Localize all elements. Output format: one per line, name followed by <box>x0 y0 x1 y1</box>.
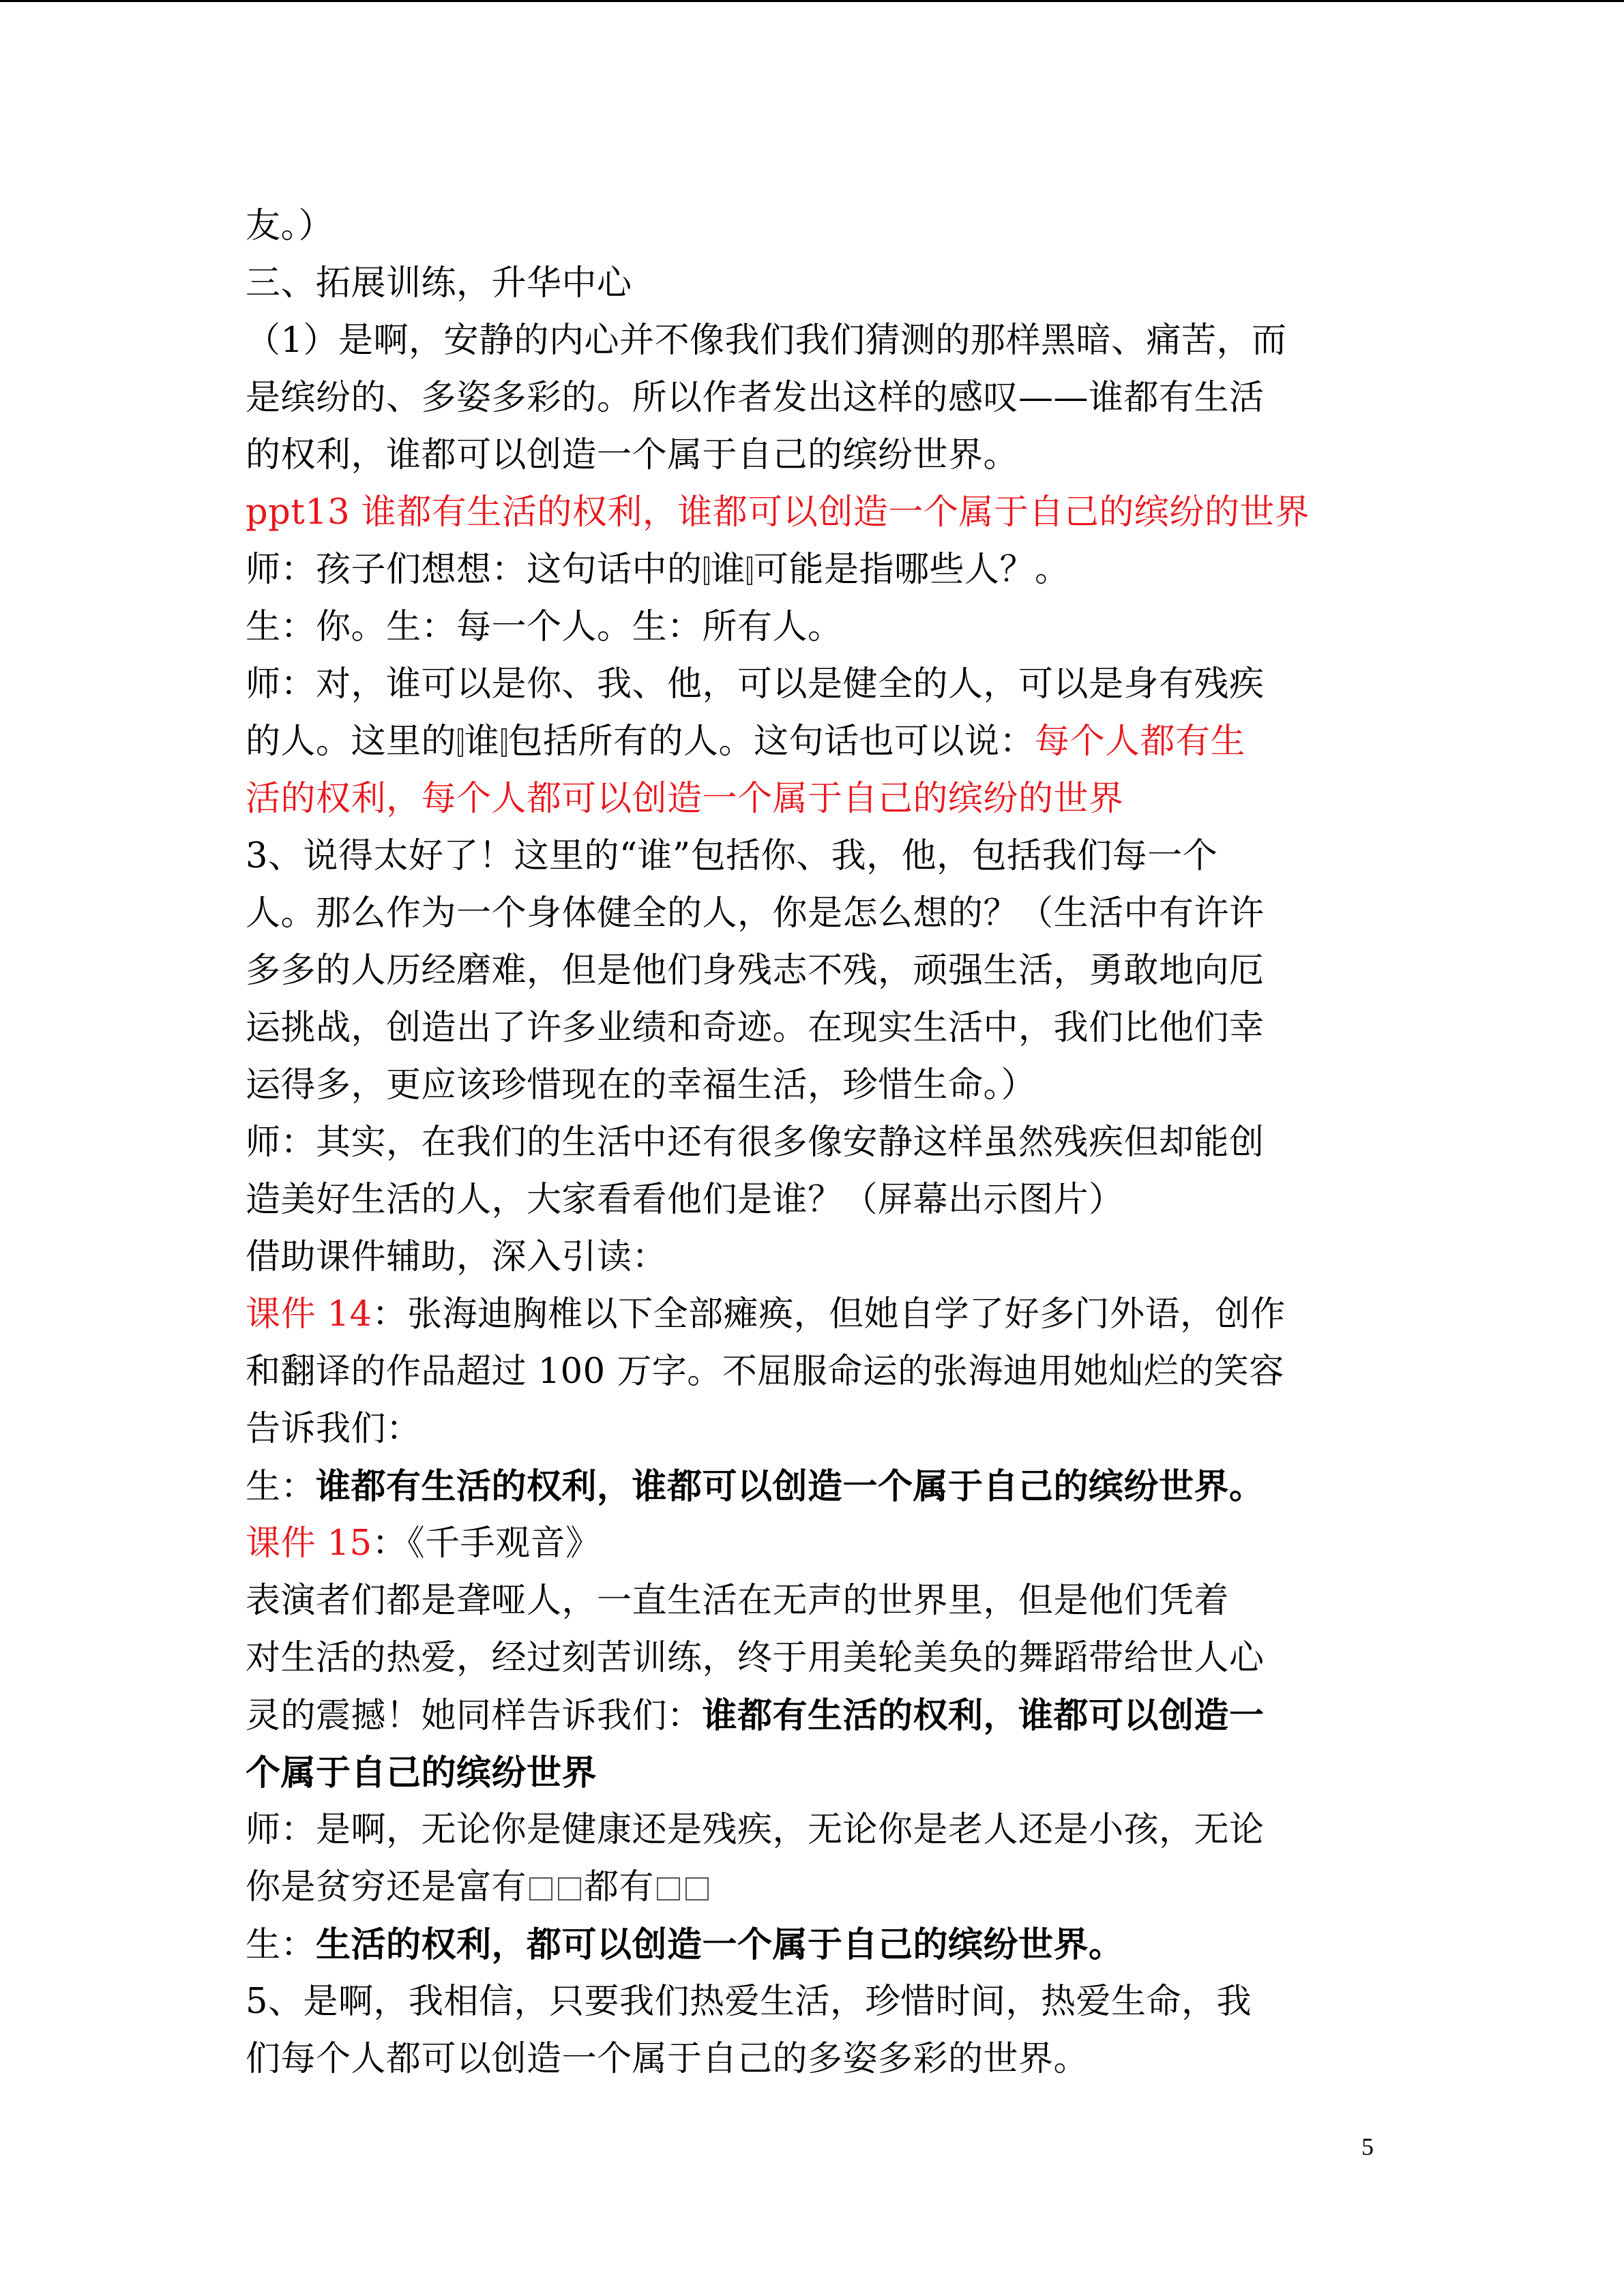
text-line <box>246 1572 1378 1630</box>
text-segment: 3、说得太好了！这里的“谁”包括你、我，他，包括我们每一个 <box>246 836 1218 876</box>
text-segment: 的权利，谁都可以创造一个属于自己的缤纷世界。 <box>246 435 1019 475</box>
text-line <box>246 1286 1378 1343</box>
text-segment: 师：其实，在我们的生活中还有很多像安静这样虽然残疾但却能创 <box>246 1122 1265 1163</box>
text-segment: 运得多，更应该珍惜现在的幸福生活，珍惜生命。） <box>246 1065 1037 1105</box>
text-line <box>246 1515 1378 1572</box>
missing-glyph-box <box>458 728 463 757</box>
text-segment: 你是贫穷还是富有 <box>246 1867 527 1907</box>
text-line <box>246 771 1378 828</box>
missing-glyph-box <box>685 1877 709 1900</box>
document-body <box>246 198 1378 2088</box>
text-line <box>246 1973 1378 2031</box>
text-segment: 包括所有的人。这句话也可以说： <box>507 721 1035 762</box>
text-line <box>246 198 1378 255</box>
page-number: 5 <box>1361 2133 1374 2160</box>
missing-glyph-box <box>704 556 709 585</box>
text-segment: ：张海迪胸椎以下全部瘫痪，但她自学了好多门外语，创作 <box>372 1294 1286 1335</box>
text-line <box>246 713 1378 771</box>
page-top-border <box>0 0 1624 2</box>
text-line <box>246 828 1378 885</box>
text-segment: （1）是啊，安静的内心并不像我们我们猜测的那样黑暗、痛苦，而 <box>246 320 1287 361</box>
text-line <box>246 1057 1378 1114</box>
text-segment: 师：孩子们想想：这句话中的 <box>246 550 703 590</box>
text-segment: 多多的人历经磨难，但是他们身残志不残，顽强生活，勇敢地向厄 <box>246 951 1265 991</box>
text-segment: 人。那么作为一个身体健全的人，你是怎么想的？（生活中有许许 <box>246 893 1265 934</box>
missing-glyph-box <box>747 556 752 585</box>
text-line <box>246 1802 1378 1859</box>
text-line <box>246 1343 1378 1401</box>
text-line <box>246 656 1378 713</box>
text-line <box>246 942 1378 1000</box>
text-segment: 运挑战，创造出了许多业绩和奇迹。在现实生活中，我们比他们幸 <box>246 1008 1265 1048</box>
missing-glyph-box <box>501 728 507 757</box>
text-line <box>246 1000 1378 1057</box>
text-line <box>246 427 1378 484</box>
text-segment: 对生活的热爱，经过刻苦训练，终于用美轮美奂的舞蹈带给世人心 <box>246 1638 1265 1678</box>
text-line <box>246 1458 1378 1515</box>
missing-glyph-box <box>529 1877 552 1900</box>
text-segment: 友。） <box>246 206 334 246</box>
text-line <box>246 1630 1378 1687</box>
text-line <box>246 1401 1378 1458</box>
text-line <box>246 1859 1378 1916</box>
text-segment: 灵的震撼！她同样告诉我们： <box>246 1696 703 1736</box>
text-line <box>246 1916 1378 1973</box>
text-line <box>246 1744 1378 1802</box>
text-line <box>246 1687 1378 1744</box>
text-segment: 和翻译的作品超过 100 万字。不屈服命运的张海迪用她灿烂的笑容 <box>246 1352 1284 1392</box>
text-line <box>246 255 1378 312</box>
text-line <box>246 2031 1378 2088</box>
text-line <box>246 885 1378 942</box>
text-segment: 谁 <box>464 721 500 762</box>
highlight-text: 课件 15 <box>246 1523 372 1564</box>
highlight-text: ppt13 谁都有生活的权利，谁都可以创造一个属于自己的缤纷的世界 <box>246 492 1310 533</box>
missing-glyph-box <box>657 1877 680 1900</box>
text-segment: 们每个人都可以创造一个属于自己的多姿多彩的世界。 <box>246 2039 1089 2079</box>
text-segment: 都有 <box>584 1867 655 1907</box>
bold-text: 生活的权利，都可以创造一个属于自己的缤纷世界。 <box>316 1924 1124 1965</box>
text-segment: 师：对，谁可以是你、我、他，可以是健全的人，可以是身有残疾 <box>246 664 1265 704</box>
bold-text: 谁都有生活的权利，谁都可以创造一个属于自己的缤纷世界。 <box>316 1466 1265 1507</box>
text-segment: 借助课件辅助，深入引读： <box>246 1237 668 1277</box>
text-line <box>246 599 1378 656</box>
text-segment: 告诉我们： <box>246 1409 422 1449</box>
text-segment: 师：是啊，无论你是健康还是残疾，无论你是老人还是小孩，无论 <box>246 1810 1265 1850</box>
text-segment: 的人。这里的 <box>246 721 457 762</box>
highlight-text: 课件 14 <box>246 1294 372 1335</box>
text-line <box>246 370 1378 427</box>
bold-text: 个属于自己的缤纷世界 <box>246 1753 597 1793</box>
text-segment: ：《千手观音》 <box>372 1523 601 1564</box>
text-line <box>246 312 1378 370</box>
text-segment: 生： <box>246 1467 316 1507</box>
text-line <box>246 541 1378 599</box>
highlight-text: 活的权利，每个人都可以创造一个属于自己的缤纷的世界 <box>246 779 1124 819</box>
text-segment: 三、拓展训练，升华中心 <box>246 263 632 303</box>
text-line <box>246 1114 1378 1172</box>
text-segment: 可能是指哪些人？。 <box>754 550 1070 590</box>
highlight-text: 每个人都有生 <box>1035 721 1246 762</box>
text-segment: 造美好生活的人，大家看看他们是谁？（屏幕出示图片） <box>246 1180 1124 1220</box>
text-line <box>246 484 1378 541</box>
text-line <box>246 1229 1378 1286</box>
text-segment: 谁 <box>710 550 746 590</box>
missing-glyph-box <box>558 1877 581 1900</box>
bold-text: 谁都有生活的权利，谁都可以创造一 <box>702 1695 1265 1736</box>
text-segment: 5、是啊，我相信，只要我们热爱生活，珍惜时间，热爱生命，我 <box>246 1982 1252 2022</box>
text-segment: 是缤纷的、多姿多彩的。所以作者发出这样的感叹——谁都有生活 <box>246 378 1265 418</box>
text-segment: 生：你。生：每一个人。生：所有人。 <box>246 607 843 647</box>
text-segment: 生： <box>246 1925 316 1965</box>
text-segment: 表演者们都是聋哑人，一直生活在无声的世界里，但是他们凭着 <box>246 1581 1230 1621</box>
text-line <box>246 1172 1378 1229</box>
